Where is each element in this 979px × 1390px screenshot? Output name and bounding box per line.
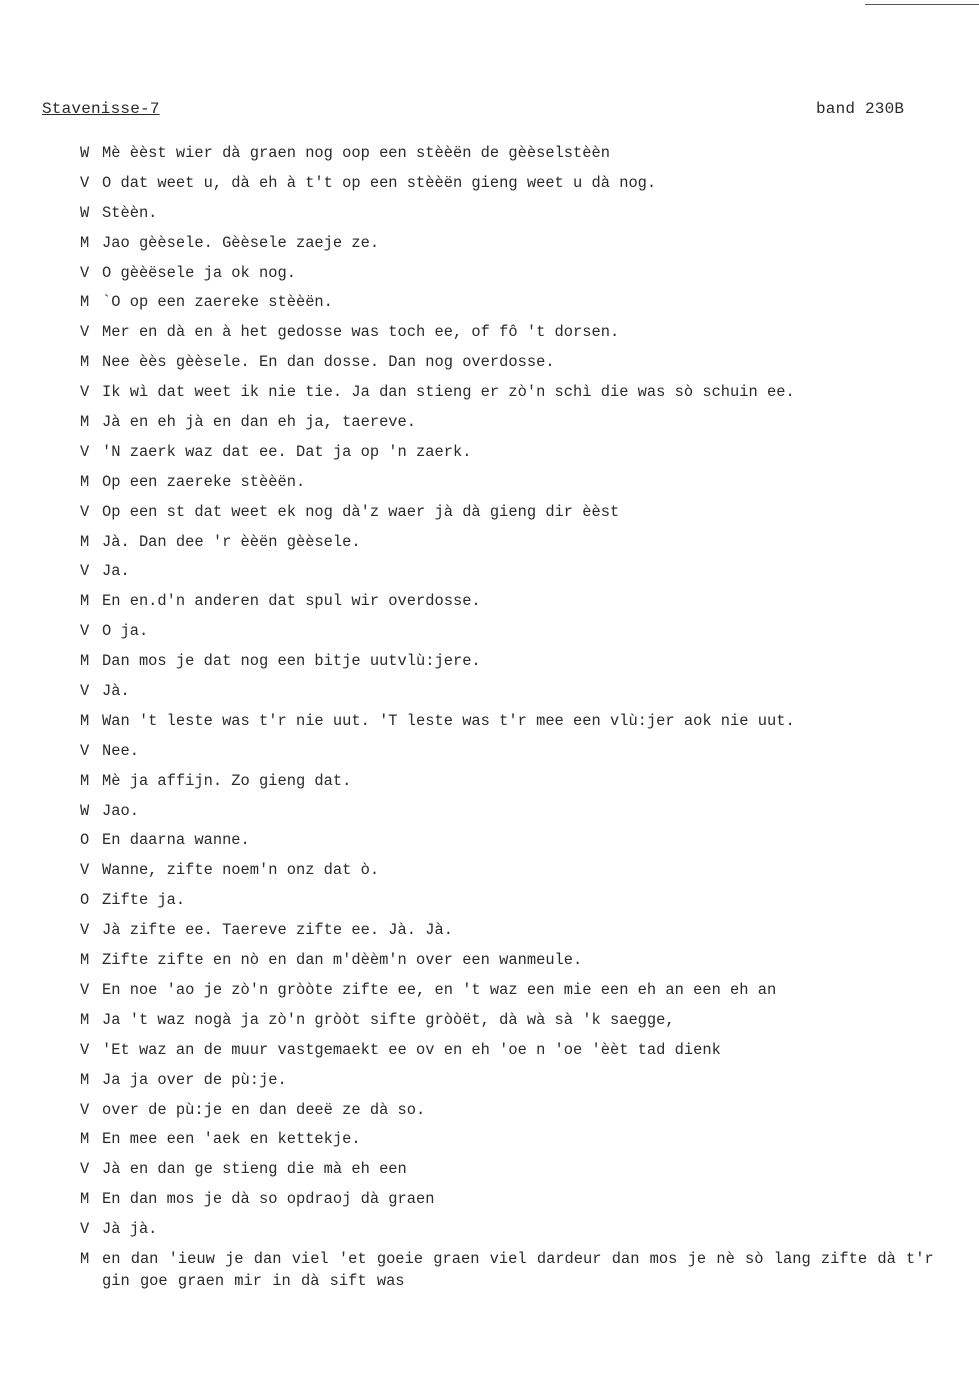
speaker-label: W xyxy=(80,801,90,820)
line-text: Jà jà. xyxy=(102,1220,158,1239)
transcript-line xyxy=(80,1188,960,1218)
line-text: O ja. xyxy=(102,622,149,641)
transcript-line xyxy=(80,262,960,292)
transcript-line xyxy=(80,829,960,859)
line-text: En en.d'n anderen dat spul wir overdosse. xyxy=(102,592,481,611)
line-text: Jao gèèsele. Gèèsele zaeje ze. xyxy=(102,233,380,252)
transcript-line xyxy=(80,1128,960,1158)
speaker-label: M xyxy=(80,652,90,671)
speaker-label: V xyxy=(80,263,90,282)
transcript-line xyxy=(80,1158,960,1188)
speaker-label: O xyxy=(80,831,90,850)
speaker-label: M xyxy=(80,711,90,730)
speaker-label: V xyxy=(80,173,90,192)
speaker-label: M xyxy=(80,353,90,372)
transcript-line xyxy=(80,590,960,620)
speaker-label: M xyxy=(80,1190,90,1209)
speaker-label: M xyxy=(80,413,90,432)
line-text: `O op een zaereke stèèën. xyxy=(102,293,333,312)
transcript-line xyxy=(80,770,960,800)
line-text: Nee èès gèèsele. En dan dosse. Dan nog overdosse. xyxy=(102,353,555,372)
line-text: 'N zaerk waz dat ee. Dat ja op 'n zaerk. xyxy=(102,442,472,461)
line-text: Mè ja affijn. Zo gieng dat. xyxy=(102,771,352,790)
speaker-label: M xyxy=(80,1010,90,1029)
line-text: en dan 'ieuw je dan viel 'et goeie graen viel dardeur dan mos je nè sò lang zifte dà t'r gin goe graen mir in dà sift was xyxy=(102,1249,934,1290)
line-text: Ja 't waz nogà ja zò'n gròòt sifte gròòët, dà wà sà 'k saegge, xyxy=(102,1010,675,1029)
transcript xyxy=(80,142,960,1292)
transcript-line xyxy=(80,441,960,471)
line-text: Zifte ja. xyxy=(102,891,186,910)
line-text: En daarna wanne. xyxy=(102,831,250,850)
speaker-label: M xyxy=(80,532,90,551)
band-label: band 230B xyxy=(816,100,905,118)
speaker-label: M xyxy=(80,233,90,252)
line-text: Wan 't leste was t'r nie uut. 'T leste was t'r mee een vlù:jer aok nie uut. xyxy=(102,711,795,730)
transcript-line xyxy=(80,979,960,1009)
line-text: Jà. Dan dee 'r èèën gèèsele. xyxy=(102,532,361,551)
speaker-label: V xyxy=(80,1160,90,1179)
transcript-line xyxy=(80,710,960,740)
line-text: Ja ja over de pù:je. xyxy=(102,1070,287,1089)
speaker-label: V xyxy=(80,383,90,402)
transcript-line xyxy=(80,1069,960,1099)
transcript-line xyxy=(80,560,960,590)
speaker-label: V xyxy=(80,741,90,760)
speaker-label: O xyxy=(80,891,90,910)
line-text: En noe 'ao je zò'n gròòte zifte ee, en 't waz een mie een eh an een eh an xyxy=(102,980,777,999)
line-text: Jà. xyxy=(102,682,130,701)
transcript-line xyxy=(80,620,960,650)
line-text: Ja. xyxy=(102,562,130,581)
transcript-line xyxy=(80,889,960,919)
speaker-label: M xyxy=(80,1130,90,1149)
transcript-line xyxy=(80,1009,960,1039)
line-text: O dat weet u, dà eh à t't op een stèèën gieng weet u dà nog. xyxy=(102,173,657,192)
speaker-label: V xyxy=(80,562,90,581)
transcript-line xyxy=(80,800,960,830)
line-text: Jà en dan ge stieng die mà eh een xyxy=(102,1160,407,1179)
transcript-line xyxy=(80,142,960,172)
line-text: Ik wì dat weet ik nie tie. Ja dan stieng er zò'n schì die was sò schuin ee. xyxy=(102,383,795,402)
transcript-line xyxy=(80,650,960,680)
speaker-label: M xyxy=(80,1249,90,1268)
speaker-label: V xyxy=(80,1100,90,1119)
transcript-line xyxy=(80,1248,960,1292)
speaker-label: M xyxy=(80,951,90,970)
line-text: Jao. xyxy=(102,801,139,820)
line-text: Dan mos je dat nog een bitje uutvlù:jere. xyxy=(102,652,481,671)
speaker-label: W xyxy=(80,144,90,162)
speaker-label: M xyxy=(80,472,90,491)
line-text: Nee. xyxy=(102,741,139,760)
transcript-line xyxy=(80,680,960,710)
transcript-line xyxy=(80,411,960,441)
transcript-line xyxy=(80,740,960,770)
line-text: over de pù:je en dan deeë ze dà so. xyxy=(102,1100,426,1119)
transcript-line xyxy=(80,919,960,949)
speaker-label: V xyxy=(80,323,90,342)
line-text: Wanne, zifte noem'n onz dat ò. xyxy=(102,861,380,880)
line-text: Mè èèst wier dà graen nog oop een stèèën de gèèselstèèn xyxy=(102,144,610,162)
transcript-line xyxy=(80,291,960,321)
speaker-label: M xyxy=(80,592,90,611)
speaker-label: M xyxy=(80,293,90,312)
transcript-line xyxy=(80,321,960,351)
line-text: Mer en dà en à het gedosse was toch ee, of fô 't dorsen. xyxy=(102,323,620,342)
transcript-line xyxy=(80,1039,960,1069)
transcript-line xyxy=(80,202,960,232)
transcript-line xyxy=(80,172,960,202)
transcript-line xyxy=(80,381,960,411)
line-text: 'Et waz an de muur vastgemaekt ee ov en eh 'oe n 'oe 'èèt tad dienk xyxy=(102,1040,721,1059)
line-text: En mee een 'aek en kettekje. xyxy=(102,1130,361,1149)
speaker-label: M xyxy=(80,1070,90,1089)
transcript-line xyxy=(80,949,960,979)
line-text: Op een zaereke stèèën. xyxy=(102,472,306,491)
transcript-line xyxy=(80,1218,960,1248)
speaker-label: V xyxy=(80,442,90,461)
transcript-line xyxy=(80,232,960,262)
top-rule xyxy=(865,4,979,5)
transcript-line xyxy=(80,351,960,381)
speaker-label: V xyxy=(80,980,90,999)
transcript-line xyxy=(80,1099,960,1129)
line-text: Zifte zifte en nò en dan m'dèèm'n over een wanmeule. xyxy=(102,951,583,970)
speaker-label: W xyxy=(80,203,90,222)
line-text: Op een st dat weet ek nog dà'z waer jà dà gieng dir èèst xyxy=(102,502,620,521)
speaker-label: V xyxy=(80,622,90,641)
speaker-label: V xyxy=(80,921,90,940)
speaker-label: M xyxy=(80,771,90,790)
transcript-line xyxy=(80,471,960,501)
transcript-line xyxy=(80,531,960,561)
transcript-line xyxy=(80,501,960,531)
line-text: En dan mos je dà so opdraoj dà graen xyxy=(102,1190,435,1209)
line-text: Jà zifte ee. Taereve zifte ee. Jà. Jà. xyxy=(102,921,453,940)
line-text: Stèèn. xyxy=(102,203,158,222)
speaker-label: V xyxy=(80,682,90,701)
document-title: Stavenisse-7 xyxy=(42,100,160,118)
speaker-label: V xyxy=(80,502,90,521)
line-text: Jà en eh jà en dan eh ja, taereve. xyxy=(102,413,417,432)
speaker-label: V xyxy=(80,1220,90,1239)
transcript-line xyxy=(80,859,960,889)
speaker-label: V xyxy=(80,1040,90,1059)
line-text: O gèèësele ja ok nog. xyxy=(102,263,296,282)
speaker-label: V xyxy=(80,861,90,880)
